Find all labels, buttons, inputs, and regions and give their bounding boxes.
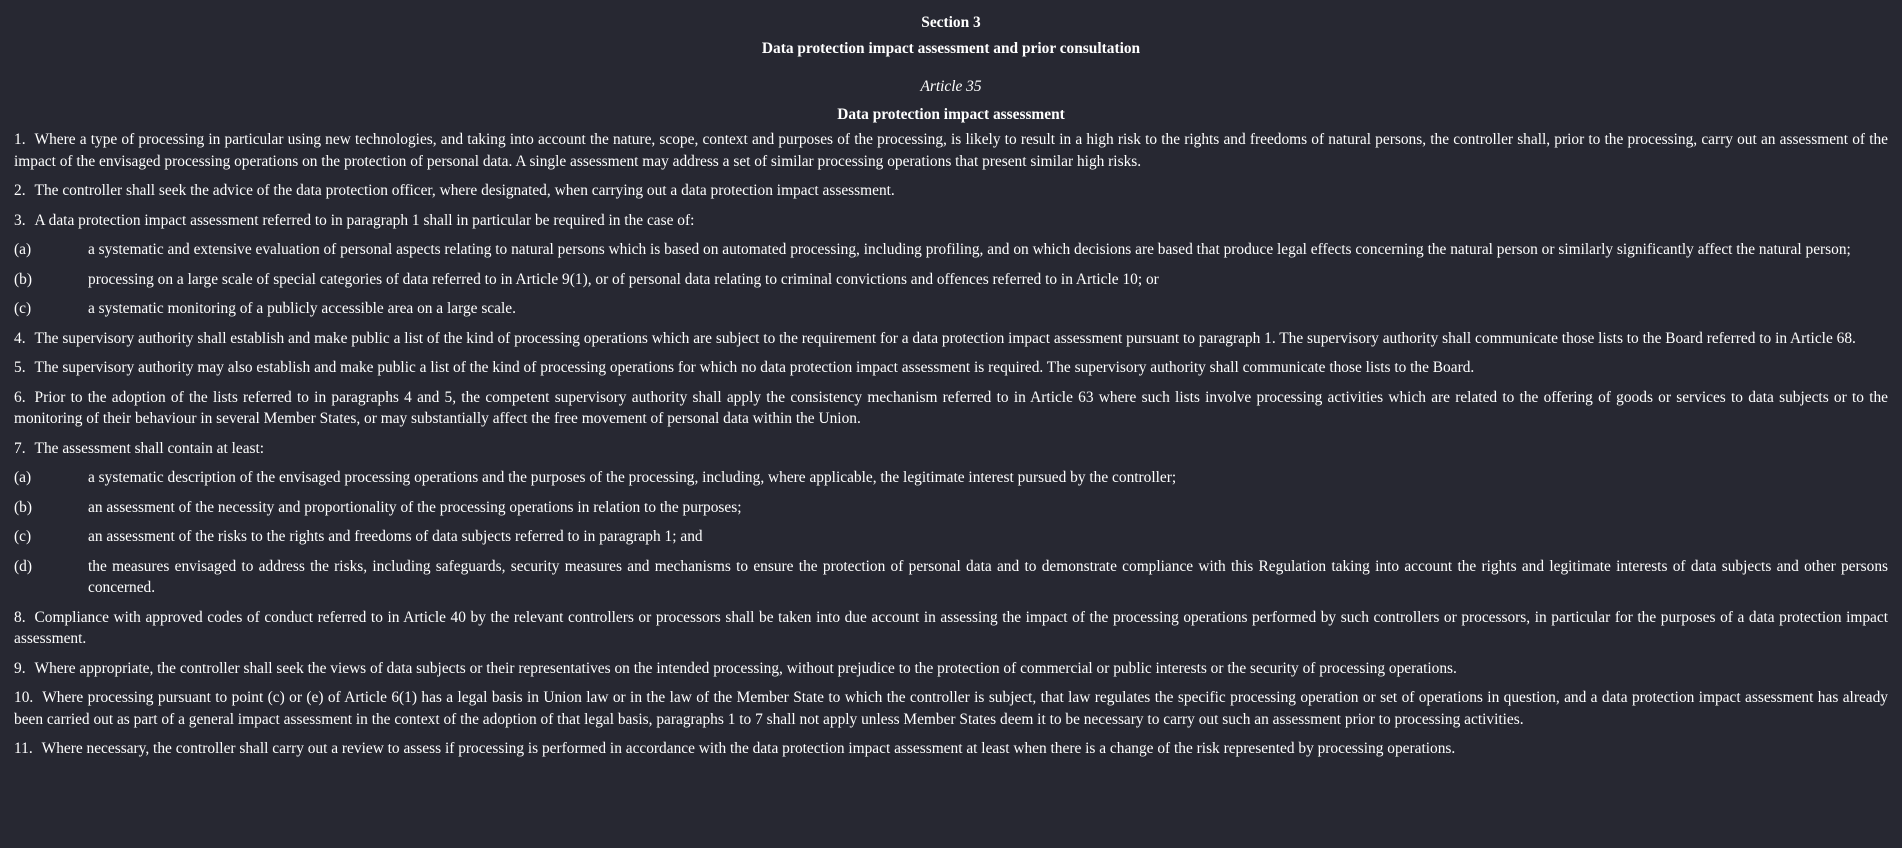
paragraph-text: A data protection impact assessment referred to in paragraph 1 shall in particular be required in the case of: [34, 211, 695, 229]
paragraph-number: 5. [14, 359, 26, 376]
point-text: a systematic monitoring of a publicly accessible area on a large scale. [88, 300, 516, 317]
paragraph-4 [14, 328, 1888, 350]
point-text: processing on a large scale of special categories of data referred to in Article 9(1), or of personal data relating to criminal convictions and offences referred to in Article 10; or [88, 270, 1159, 288]
paragraph-text: Prior to the adoption of the lists referred to in paragraphs 4 and 5, the competent supervisory authority shall apply the consistency mechanism referred to in Article 63 where such lists involve processing activities which are related to the offering of goods or services to data subjects or to the monitoring of their behaviour in several Member States, or may substantially affect the free movement of personal data within the Union. [14, 388, 1888, 427]
paragraph-number: 3. [14, 211, 26, 229]
paragraph-10 [14, 687, 1888, 730]
point-text: the measures envisaged to address the risks, including safeguards, security measures and mechanisms to ensure the protection of personal data and to demonstrate compliance with this Regulation taking into account the rights and legitimate interests of data subjects and other persons concerned. [88, 557, 1888, 596]
article-number: Article 35 [920, 78, 982, 95]
paragraph-number: 11. [14, 740, 33, 757]
paragraph-text: Compliance with approved codes of conduct referred to in Article 40 by the relevant controllers or processors shall be taken into due account in assessing the impact of the processing operations performed by such controllers or processors, in particular for the purposes of a data protection impact assessment. [14, 608, 1888, 647]
section-title: Data protection impact assessment and prior consultation [761, 39, 1141, 57]
paragraph-number: 6. [14, 388, 26, 406]
point-3c [14, 298, 1888, 320]
paragraph-number: 8. [14, 608, 26, 626]
paragraph-number: 10. [14, 689, 34, 706]
section-number: Section 3 [921, 14, 981, 31]
paragraph-7 [14, 438, 1888, 460]
paragraph-text: Where a type of processing in particular using new technologies, and taking into account the nature, scope, context and purposes of the processing, is likely to result in a high risk to the rights and freedoms of natural persons, the controller shall, prior to the processing, carry out an assessment of the impact of the envisaged processing operations on the protection of personal data. A single assessment may address a set of similar processing operations that present similar high risks. [14, 131, 1888, 170]
paragraph-2 [14, 180, 1888, 202]
point-7c [14, 526, 1888, 548]
paragraph-1 [14, 129, 1888, 172]
point-3b [14, 269, 1888, 291]
paragraph-number: 4. [14, 329, 26, 347]
point-letter: (b) [14, 270, 32, 288]
point-letter: (d) [14, 557, 32, 575]
point-text: an assessment of the risks to the rights and freedoms of data subjects referred to in paragraph 1; and [88, 528, 703, 545]
paragraph-6 [14, 387, 1888, 430]
paragraph-text: The controller shall seek the advice of the data protection officer, where designated, when carrying out a data protection impact assessment. [34, 182, 895, 199]
point-7a [14, 467, 1888, 489]
point-7b [14, 497, 1888, 519]
paragraph-number: 2. [14, 182, 26, 199]
paragraph-number: 7. [14, 439, 26, 457]
point-text: an assessment of the necessity and proportionality of the processing operations in relation to the purposes; [88, 498, 742, 516]
point-text: a systematic and extensive evaluation of personal aspects relating to natural persons which is based on automated processing, including profiling, and on which decisions are based that produce legal effects concerning the natural person or similarly significantly affect the natural person; [88, 241, 1851, 258]
paragraph-5 [14, 357, 1888, 379]
point-letter: (c) [14, 300, 32, 317]
paragraph-number: 9. [14, 659, 26, 677]
point-letter: (b) [14, 498, 32, 516]
point-letter: (c) [14, 528, 32, 545]
point-text: a systematic description of the envisaged processing operations and the purposes of the processing, including, where applicable, the legitimate interest pursued by the controller; [88, 469, 1177, 486]
paragraph-text: The supervisory authority shall establish and make public a list of the kind of processing operations which are subject to the requirement for a data protection impact assessment pursuant to paragraph 1. The supervisory authority shall communicate those lists to the Board referred to in Article 68. [34, 329, 1856, 347]
paragraph-3 [14, 210, 1888, 232]
paragraph-text: Where appropriate, the controller shall seek the views of data subjects or their representatives on the intended processing, without prejudice to the protection of commercial or public interests or the security of processing operations. [34, 659, 1457, 677]
point-letter: (a) [14, 469, 32, 486]
paragraph-text: The assessment shall contain at least: [34, 439, 265, 457]
paragraph-text: Where processing pursuant to point (c) or (e) of Article 6(1) has a legal basis in Union law or in the law of the Member State to which the controller is subject, that law regulates the specific processing operation or set of operations in question, and a data protection impact assessment has already been carried out as part of a general impact assessment in the context of the adoption of that legal basis, paragraphs 1 to 7 shall not apply unless Member States deem it to be necessary to carry out such an assessment prior to processing activities. [14, 689, 1888, 728]
paragraph-text: The supervisory authority may also establish and make public a list of the kind of processing operations for which no data protection impact assessment is required. The supervisory authority shall communicate those lists to the Board. [34, 359, 1475, 376]
article-title: Data protection impact assessment [837, 105, 1065, 123]
point-3a [14, 239, 1888, 261]
paragraph-8 [14, 607, 1888, 650]
point-7d [14, 556, 1888, 599]
paragraph-11 [14, 738, 1888, 760]
paragraph-text: Where necessary, the controller shall carry out a review to assess if processing is performed in accordance with the data protection impact assessment at least when there is a change of the risk represented by processing operations. [41, 740, 1456, 757]
paragraph-number: 1. [14, 131, 26, 148]
paragraph-9 [14, 658, 1888, 680]
point-letter: (a) [14, 241, 32, 258]
